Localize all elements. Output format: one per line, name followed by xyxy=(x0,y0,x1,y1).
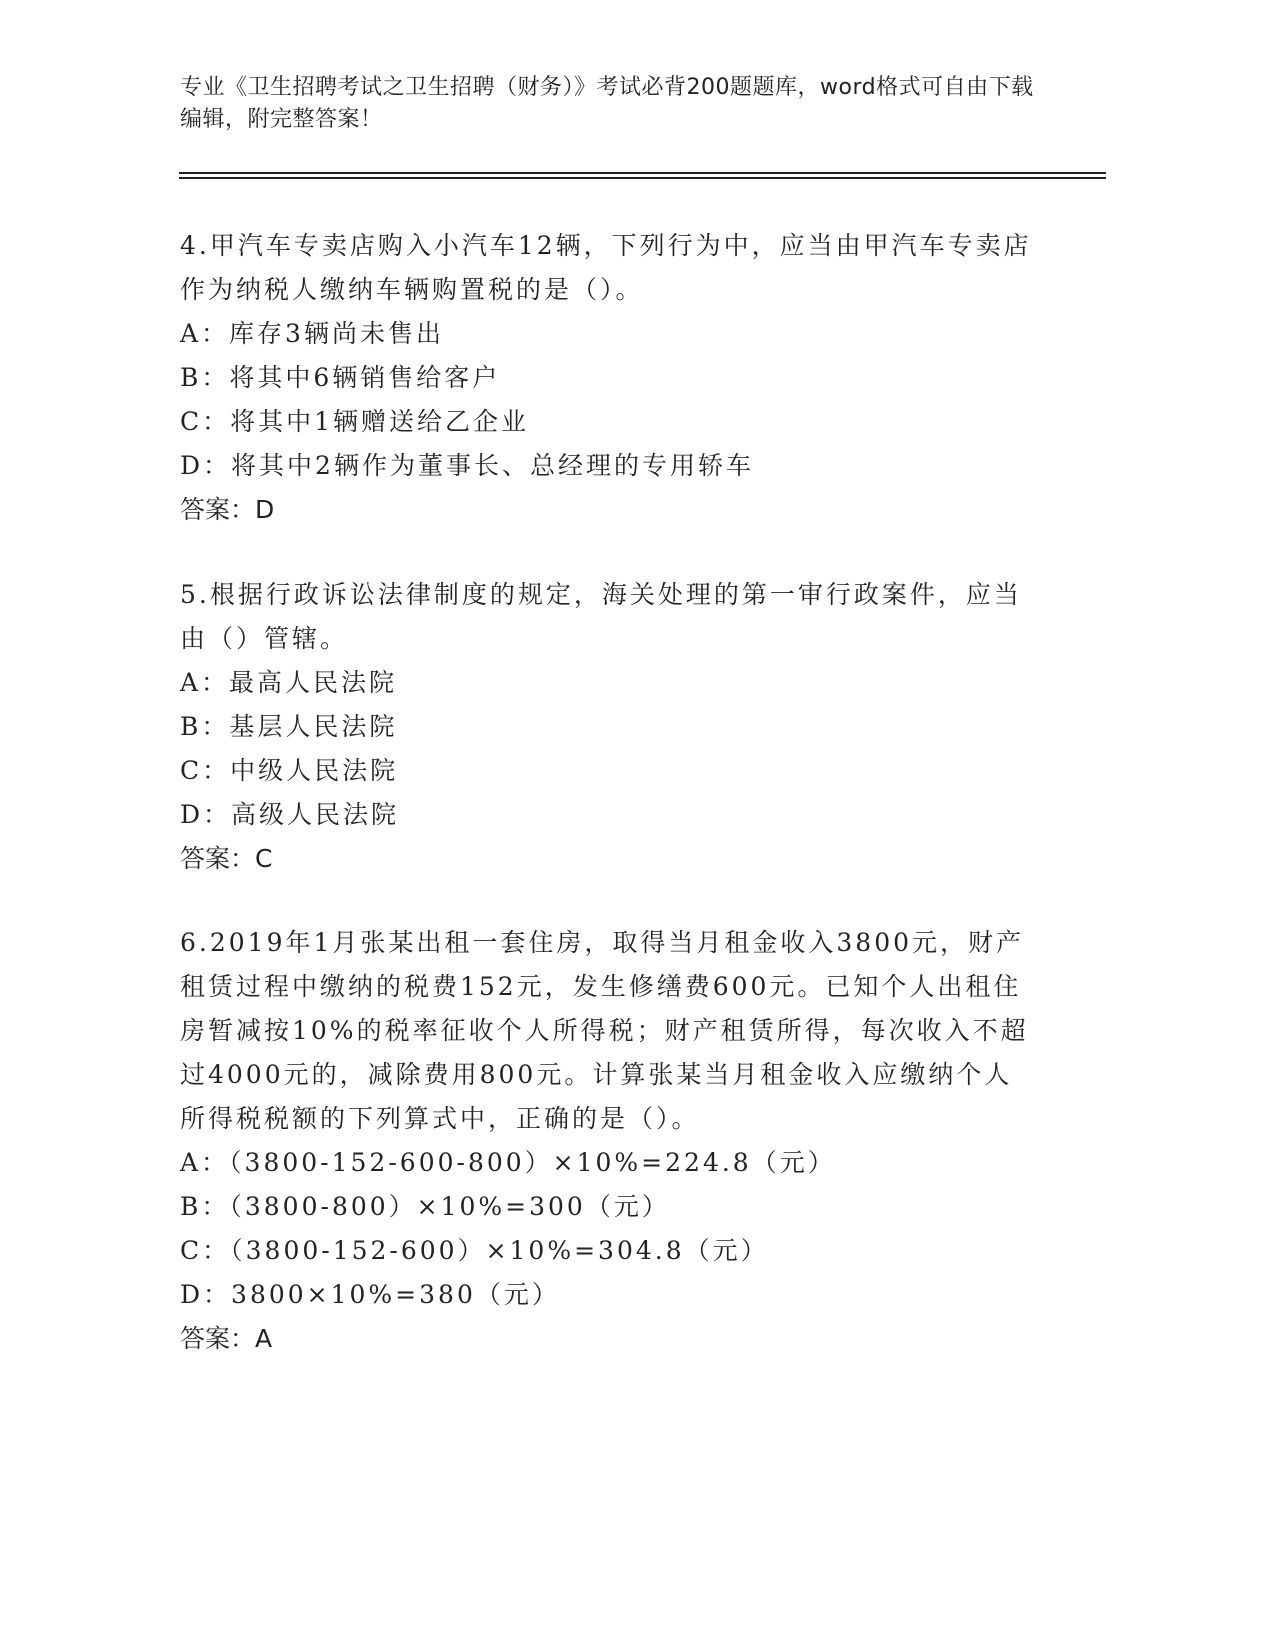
answer: 答案：C xyxy=(180,844,273,873)
question-5 xyxy=(180,573,1040,881)
option-c: C：将其中1辆赠送给乙企业 xyxy=(180,407,530,436)
option-b: B：将其中6辆销售给客户 xyxy=(180,363,501,392)
option-b: B：（3800-800）×10%=300（元） xyxy=(180,1192,670,1221)
document-header: 专业《卫生招聘考试之卫生招聘（财务）》考试必背200题题库，word格式可自由下载编辑，附完整答案！ xyxy=(180,75,1034,132)
question-stem: 5.根据行政诉讼法律制度的规定，海关处理的第一审行政案件，应当由（）管辖。 xyxy=(180,580,1022,653)
option-a: A：（3800-152-600-800）×10%=224.8（元） xyxy=(180,1148,836,1177)
answer: 答案：D xyxy=(180,495,275,524)
option-c: C：中级人民法院 xyxy=(180,756,399,785)
header-divider-bottom xyxy=(179,177,1106,179)
option-d: D：将其中2辆作为董事长、总经理的专用轿车 xyxy=(180,451,754,480)
option-b: B：基层人民法院 xyxy=(180,712,398,741)
option-a: A：库存3辆尚未售出 xyxy=(180,319,444,348)
question-4 xyxy=(180,224,1040,532)
question-6 xyxy=(180,921,1040,1361)
question-stem: 4.甲汽车专卖店购入小汽车12辆，下列行为中，应当由甲汽车专卖店作为纳税人缴纳车辆购置税的是（）。 xyxy=(180,231,1032,304)
answer: 答案：A xyxy=(180,1324,273,1353)
option-d: D：高级人民法院 xyxy=(180,800,400,829)
option-d: D：3800×10%=380（元） xyxy=(180,1280,560,1309)
option-a: A：最高人民法院 xyxy=(180,668,398,697)
question-stem: 6.2019年1月张某出租一套住房，取得当月租金收入3800元，财产租赁过程中缴纳的税费152元，发生修缮费600元。已知个人出租住房暂减按10%的税率征收个人所得税；财产租赁所得，每次收入不超过4000元的，减除费用800元。计算张某当月租金收入应缴纳个人所得税税额的下列算式中，正确的是（）。 xyxy=(180,928,1029,1133)
option-c: C：（3800-152-600）×10%=304.8（元） xyxy=(180,1236,769,1265)
header-divider-top xyxy=(179,172,1106,174)
